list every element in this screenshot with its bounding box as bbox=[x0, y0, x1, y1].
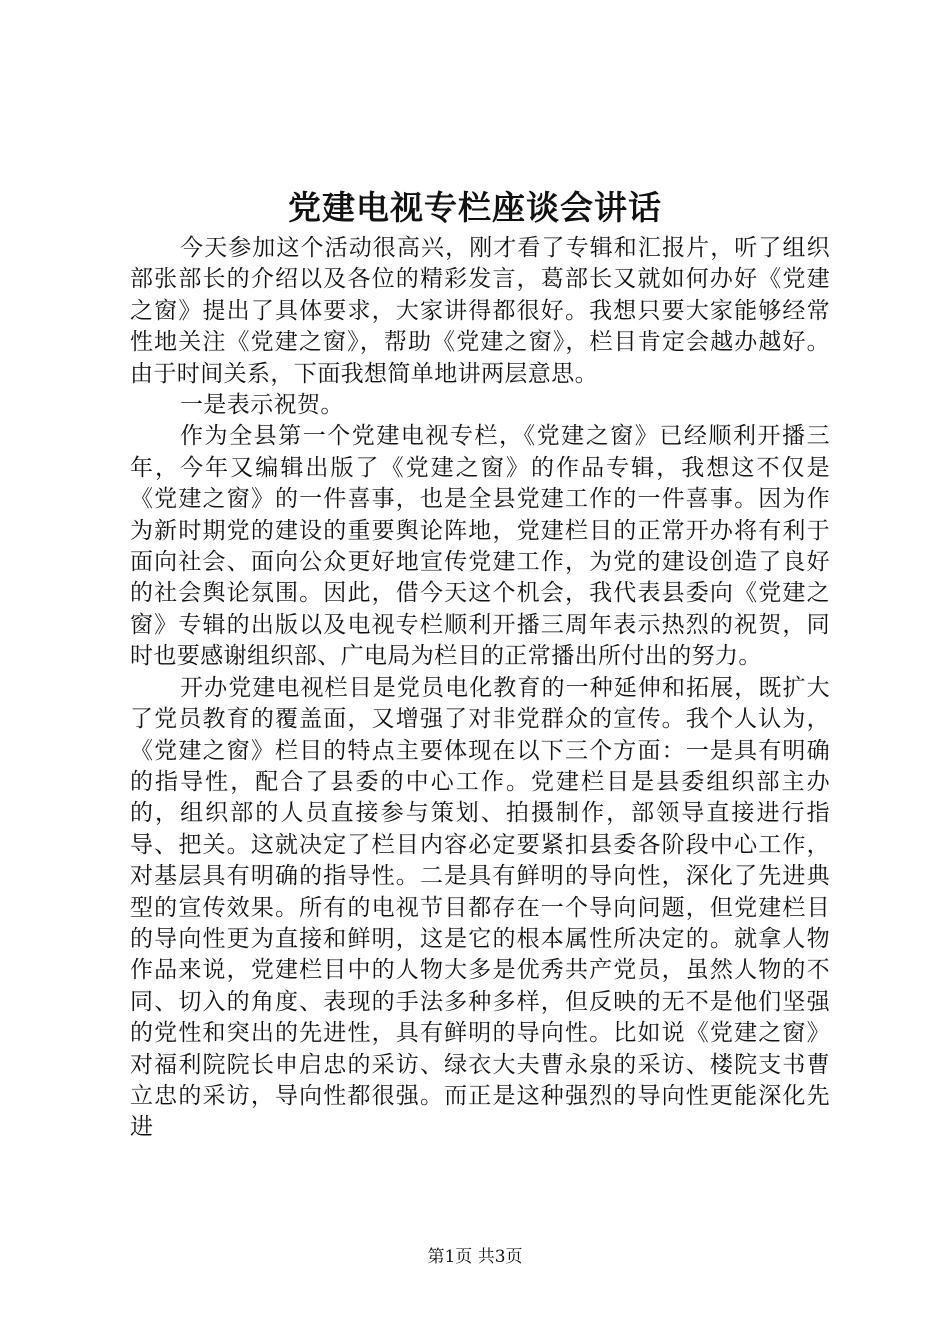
page-number-footer: 第1页 共3页 bbox=[427, 1247, 523, 1267]
paragraph-intro: 今天参加这个活动很高兴，刚才看了专辑和汇报片，听了组织部张部长的介绍以及各位的精彩发言，葛部长又就如何办好《党建之窗》提出了具体要求，大家讲得都很好。我想只要大家能够经常性地关注《党建之窗》，帮助《党建之窗》，栏目肯定会越办越好。由于时间关系，下面我想简单地讲两层意思。 bbox=[130, 235, 830, 387]
paragraph-heading-congratulations: 一是表示祝贺。 bbox=[180, 392, 344, 419]
document-title: 党建电视专栏座谈会讲话 bbox=[288, 188, 662, 227]
paragraph-program-features: 开办党建电视栏目是党员电化教育的一种延伸和拓展，既扩大了党员教育的覆盖面，又增强了对非党群众的宣传。我个人认为，《党建之窗》栏目的特点主要体现在以下三个方面：一是具有明确的指导性，配合了县委的中心工作。党建栏目是县委组织部主办的，组织部的人员直接参与策划、拍摄制作，部领导直接进行指导、把关。这就决定了栏目内容必定要紧扣县委各阶段中心工作，对基层具有明确的指导性。二是具有鲜明的导向性，深化了先进典型的宣传效果。所有的电视节目都存在一个导向问题，但党建栏目的导向性更为直接和鲜明，这是它的根本属性所决定的。就拿人物作品来说，党建栏目中的人物大多是优秀共产党员，虽然人物的不同、切入的角度、表现的手法多种多样，但反映的无不是他们坚强的党性和突出的先进性，具有鲜明的导向性。比如说《党建之窗》对福利院院长申启忠的采访、绿衣大夫曹永泉的采访、楼院支书曹立忠的采访，导向性都很强。而正是这种强烈的导向性更能深化先进 bbox=[130, 674, 830, 1141]
document-body bbox=[130, 233, 830, 1144]
paragraph-congratulations: 作为全县第一个党建电视专栏，《党建之窗》已经顺利开播三年，今年又编辑出版了《党建之窗》的作品专辑，我想这不仅是《党建之窗》的一件喜事，也是全县党建工作的一件喜事。因为作为新时期党的建设的重要舆论阵地，党建栏目的正常开办将有利于面向社会、面向公众更好地宣传党建工作，为党的建设创造了良好的社会舆论氛围。因此，借今天这个机会，我代表县委向《党建之窗》专辑的出版以及电视专栏顺利开播三周年表示热烈的祝贺，同时也要感谢组织部、广电局为栏目的正常播出所付出的努力。 bbox=[130, 423, 830, 670]
